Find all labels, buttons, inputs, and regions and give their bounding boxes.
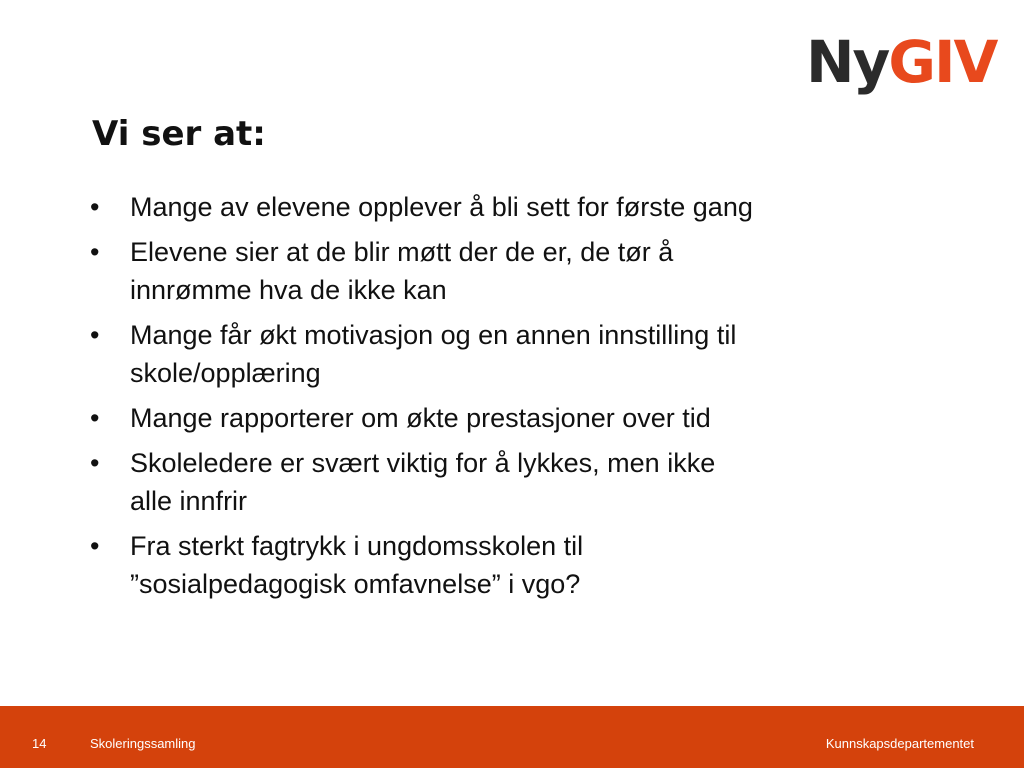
bullet-marker: • [90, 531, 100, 561]
slide-title: Vi ser at: [92, 114, 266, 154]
bullet-item-1 [90, 188, 930, 226]
page-number: 14 [32, 736, 47, 751]
bullet-text: Mange av elevene opplever å bli sett for første gang [130, 192, 753, 222]
bullet-text-line-1: Mange får økt motivasjon og en annen innstilling til [130, 320, 737, 350]
bullet-text-line-2: alle innfrir [130, 486, 248, 516]
bullet-item-3 [90, 316, 930, 392]
logo-text-ny: Ny [806, 28, 889, 96]
bullet-item-2 [90, 233, 930, 309]
bullet-text: Mange rapporterer om økte prestasjoner over tid [130, 403, 711, 433]
bullet-list [90, 188, 930, 610]
footer-bar [0, 706, 1024, 768]
bullet-marker: • [90, 448, 100, 478]
bullet-marker: • [90, 237, 100, 267]
footer-organization: Kunnskapsdepartementet [825, 736, 974, 751]
nygiv-logo [806, 22, 1006, 102]
bullet-marker: • [90, 403, 100, 433]
bullet-text-line-2: innrømme hva de ikke kan [130, 275, 447, 305]
bullet-item-4 [90, 399, 930, 437]
bullet-text-line-2: ”sosialpedagogisk omfavnelse” i vgo? [130, 569, 581, 599]
bullet-text-line-2: skole/opplæring [130, 358, 321, 388]
bullet-marker: • [90, 192, 100, 222]
bullet-item-5 [90, 444, 930, 520]
bullet-text-line-1: Skoleledere er svært viktig for å lykkes, men ikke [130, 448, 716, 478]
bullet-marker: • [90, 320, 100, 350]
bullet-text-line-1: Elevene sier at de blir møtt der de er, de tør å [130, 237, 674, 267]
bullet-text-line-1: Fra sterkt fagtrykk i ungdomsskolen til [130, 531, 584, 561]
bullet-item-6 [90, 527, 930, 603]
logo-text-giv: GIV [888, 28, 997, 96]
footer-event-name: Skoleringssamling [90, 736, 196, 751]
